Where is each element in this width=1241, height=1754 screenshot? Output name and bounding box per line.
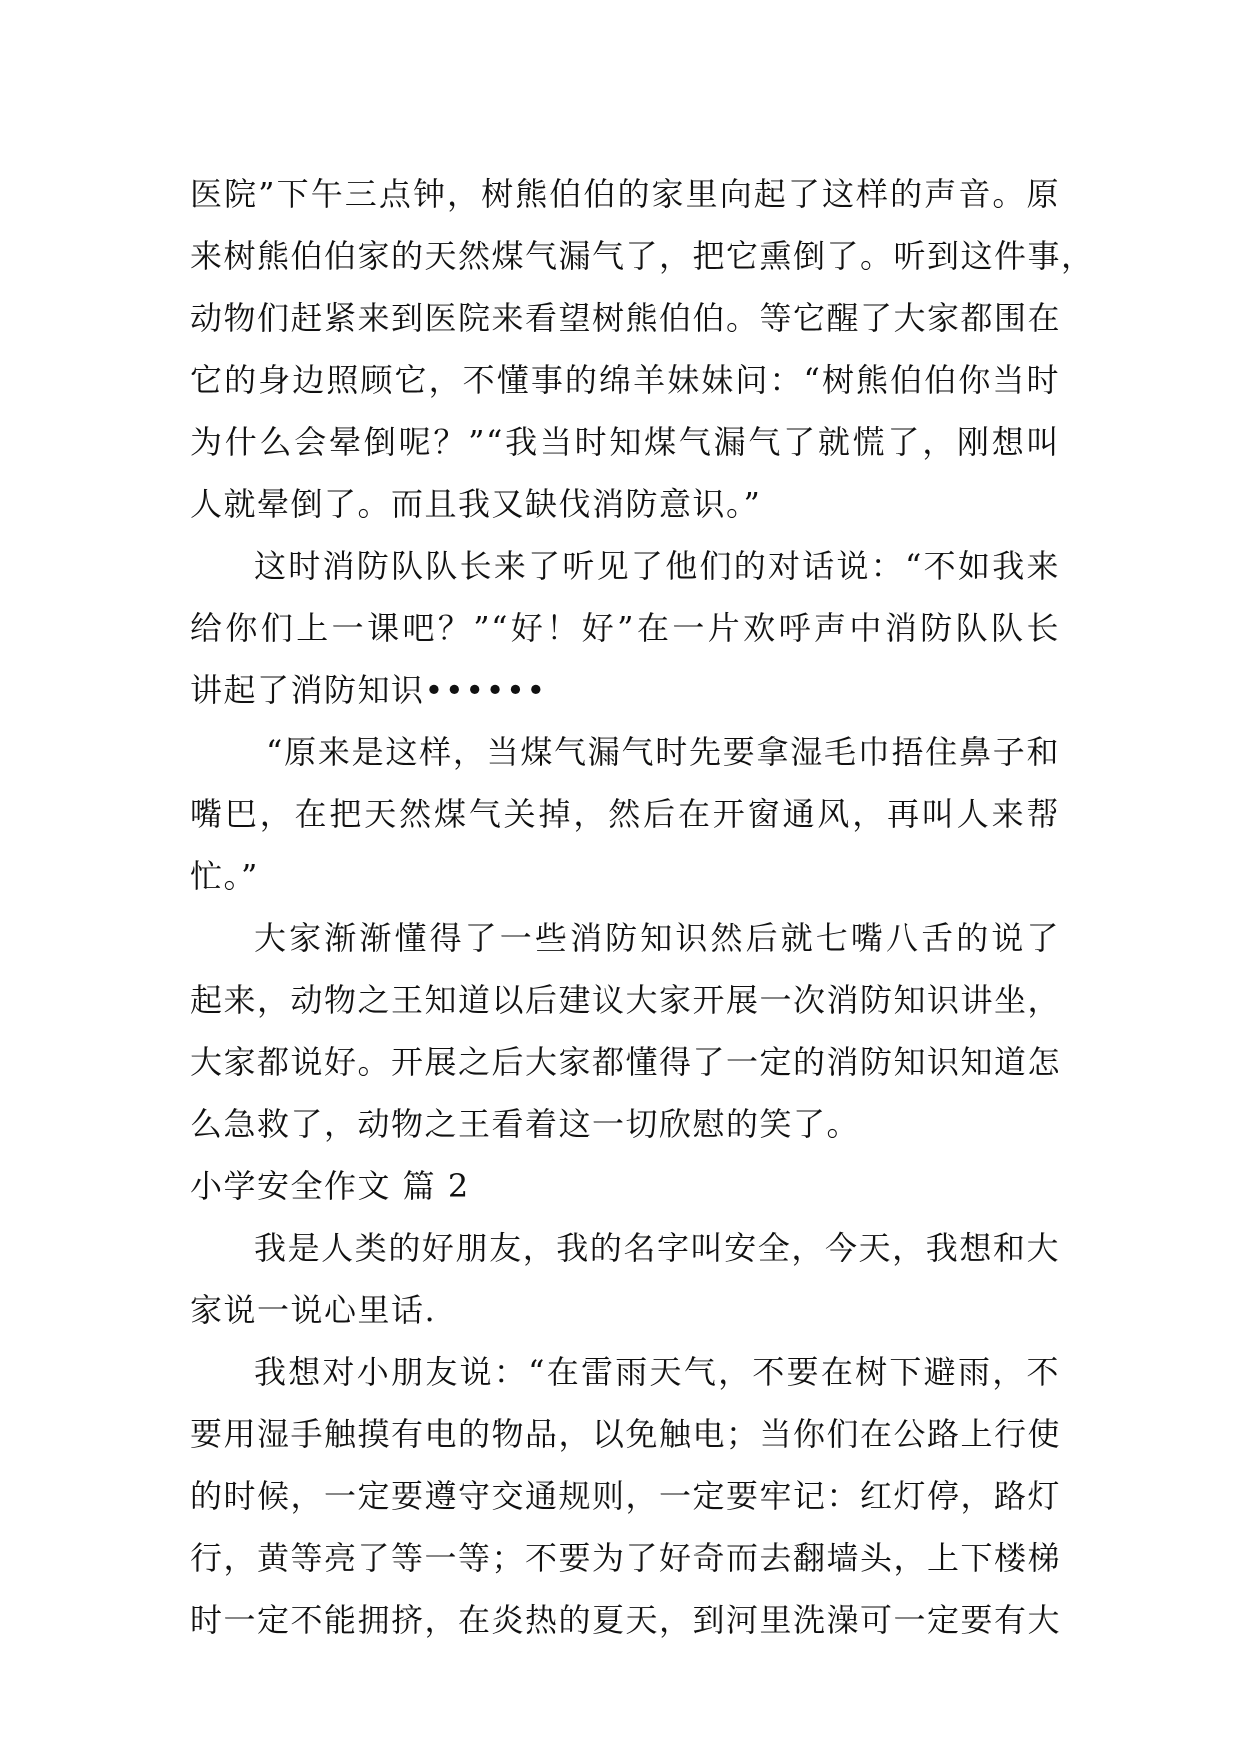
document-body (190, 163, 1095, 1651)
paragraph-line: 要用湿手触摸有电的物品，以免触电；当你们在公路上行使 (190, 1415, 1062, 1453)
paragraph-line: 我是人类的好朋友，我的名字叫安全，今天，我想和大 (254, 1229, 1060, 1267)
paragraph-line: 的时候，一定要遵守交通规则，一定要牢记：红灯停，路灯 (190, 1477, 1062, 1515)
paragraph-line: 忙。” (190, 857, 259, 895)
paragraph-line: 嘴巴，在把天然煤气关掉，然后在开窗通风，再叫人来帮 (190, 795, 1060, 833)
paragraph-line: 大家都说好。开展之后大家都懂得了一定的消防知识知道怎 (190, 1043, 1062, 1081)
paragraph-line: 来树熊伯伯家的天然煤气漏气了，把它熏倒了。听到这件事， (190, 237, 1095, 275)
paragraph-line: 这时消防队队长来了听见了他们的对话说：“不如我来 (254, 547, 1060, 585)
paragraph-line: 动物们赶紧来到医院来看望树熊伯伯。等它醒了大家都围在 (190, 299, 1062, 337)
paragraph-line: 么急救了，动物之王看着这一切欣慰的笑了。 (190, 1105, 861, 1143)
paragraph-line: 讲起了消防知识•••••• (190, 671, 547, 709)
paragraph-line: 医院”下午三点钟，树熊伯伯的家里向起了这样的声音。原 (190, 175, 1060, 213)
section-heading: 小学安全作文 篇 2 (190, 1167, 470, 1205)
paragraph-line: 行，黄等亮了等一等；不要为了好奇而去翻墙头，上下楼梯 (190, 1539, 1062, 1577)
paragraph-line: 时一定不能拥挤，在炎热的夏天，到河里洗澡可一定要有大 (190, 1601, 1062, 1639)
paragraph-line: 我想对小朋友说：“在雷雨天气，不要在树下避雨，不 (254, 1353, 1060, 1391)
paragraph-line: 为什么会晕倒呢？”“我当时知煤气漏气了就慌了，刚想叫 (190, 423, 1060, 461)
paragraph-line: 给你们上一课吧？”“好！好”在一片欢呼声中消防队队长 (190, 609, 1060, 647)
paragraph-line: 家说一说心里话. (190, 1291, 437, 1329)
paragraph-line: “原来是这样，当煤气漏气时先要拿湿毛巾捂住鼻子和 (266, 733, 1060, 771)
paragraph-line: 起来，动物之王知道以后建议大家开展一次消防知识讲坐， (190, 981, 1062, 1019)
paragraph-line: 大家渐渐懂得了一些消防知识然后就七嘴八舌的说了 (254, 919, 1060, 957)
paragraph-line: 它的身边照顾它，不懂事的绵羊妹妹问：“树熊伯伯你当时 (190, 361, 1060, 399)
paragraph-line: 人就晕倒了。而且我又缺伐消防意识。” (190, 485, 762, 523)
